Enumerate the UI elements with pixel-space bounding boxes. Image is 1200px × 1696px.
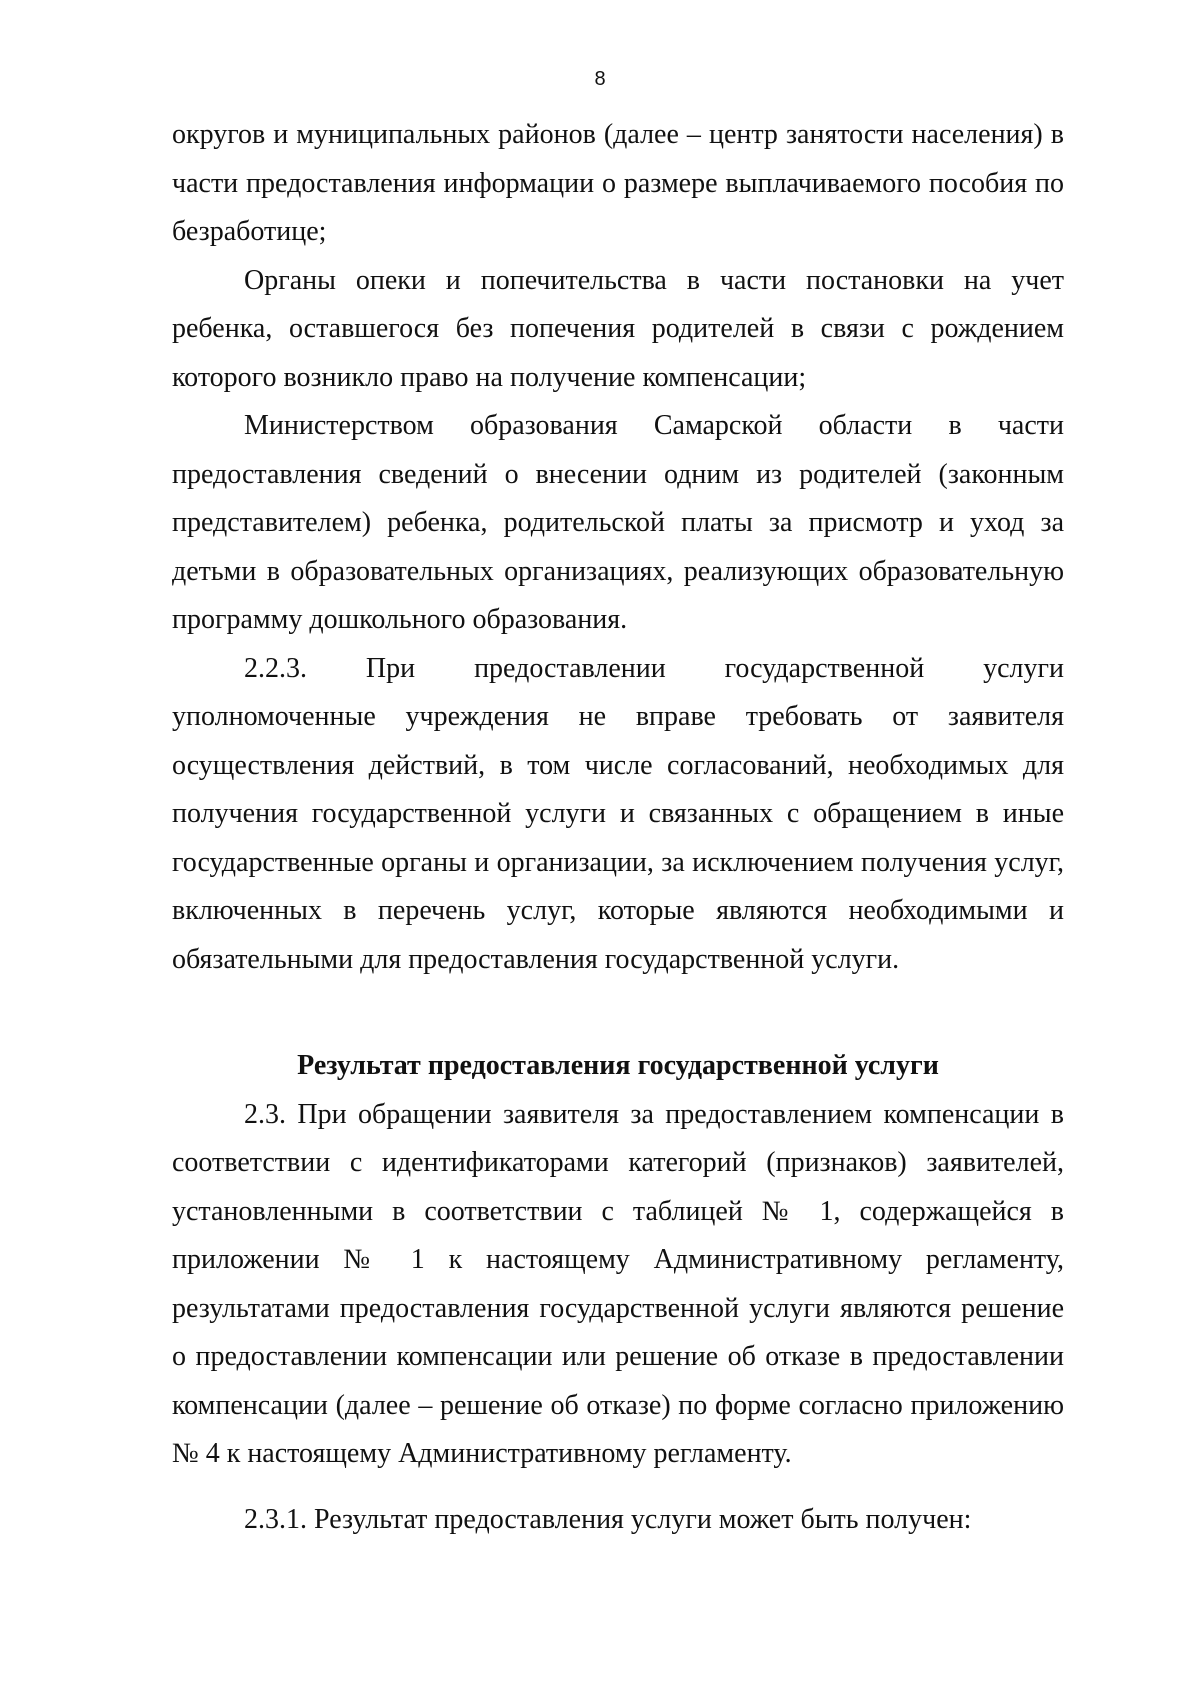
paragraph-ministry: Министерством образования Самарской области в части предоставления сведений о внесении одним из родителей (законным представителем) ребенка, родительской платы за присмотр и уход за детьми в образовательных организациях, реализующих образовательную программу дошкольного образования. — [172, 410, 1064, 635]
paragraph-2-2-3: 2.2.3. При предоставлении государственной услуги уполномоченные учреждения не вправе требовать от заявителя осуществления действий, в том числе согласований, необходимых для получения государственной услуги и связанных с обращением в иные государственные органы и организации, за исключением получения услуг, включенных в перечень услуг, которые являются необходимыми и обязательными для предоставления государственной услуги. — [172, 652, 1064, 975]
paragraph-2-3: 2.3. При обращении заявителя за предоставлением компенсации в соответствии с идентификаторами категорий (признаков) заявителей, установленными в соответствии с таблицей № 1, содержащейся в приложении № 1 к настоящему Административному регламенту, результатами предоставления государственной услуги являются решение о предоставлении компенсации или решение об отказе в предоставлении компенсации (далее – решение об отказе) по форме согласно приложению № 4 к настоящему Административному регламенту. — [172, 1098, 1064, 1469]
paragraph-continuation: округов и муниципальных районов (далее – центр занятости населения) в части предоставления информации о размере выплачиваемого пособия по безработице; — [172, 119, 1064, 247]
section-heading: Результат предоставления государственной услуги — [297, 1050, 939, 1081]
document-body — [172, 111, 1064, 1544]
paragraph-2-3-1: 2.3.1. Результат предоставления услуги может быть получен: — [244, 1503, 972, 1535]
page-number: 8 — [594, 68, 606, 90]
paragraph-guardianship: Органы опеки и попечительства в части постановки на учет ребенка, оставшегося без попечения родителей в связи с рождением которого возникло право на получение компенсации; — [172, 264, 1064, 393]
